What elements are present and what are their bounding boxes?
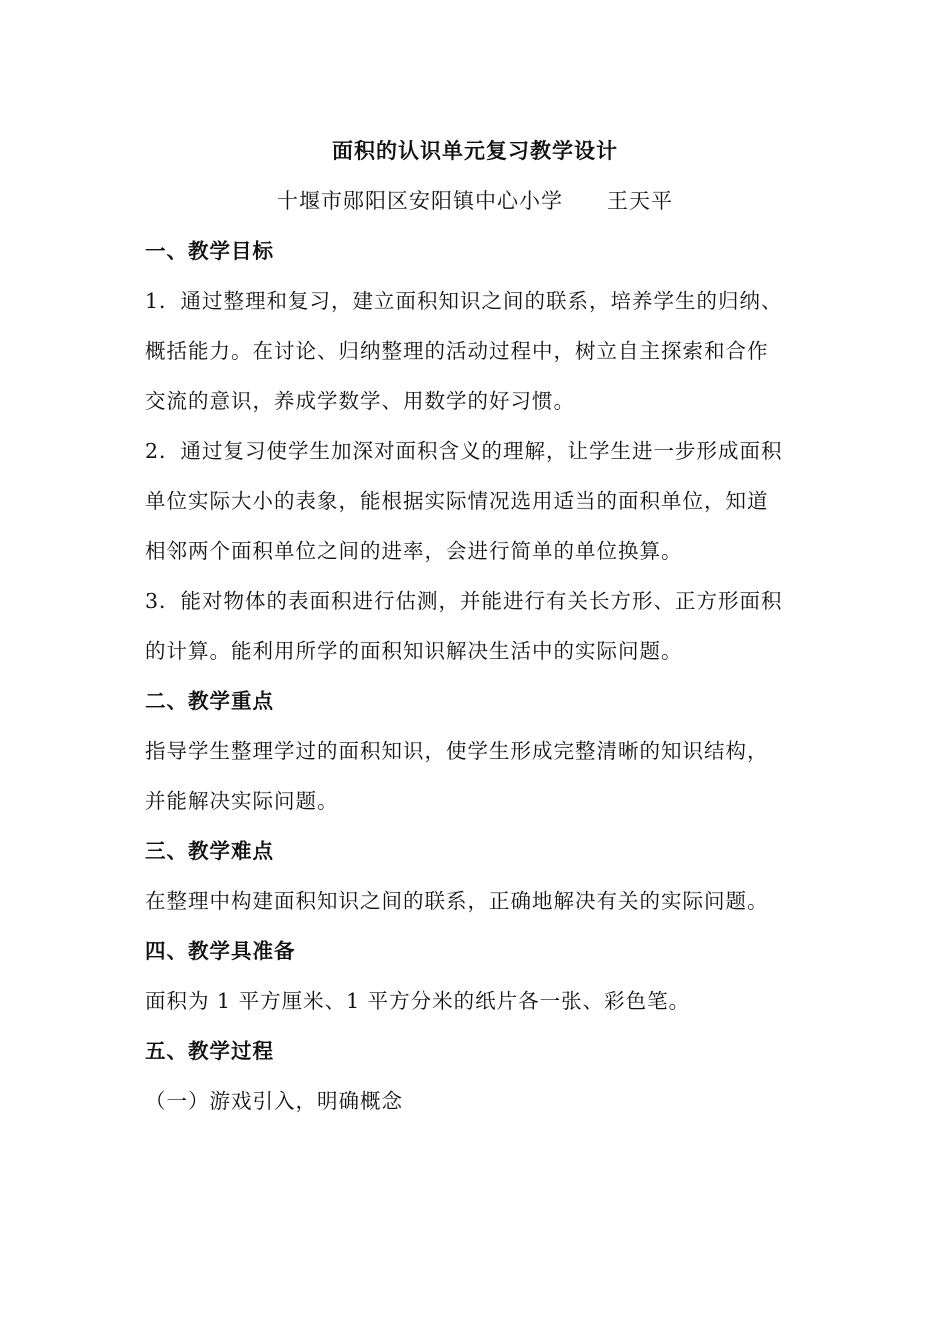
- paragraph-line: 概括能力。在讨论、归纳整理的活动过程中，树立自主探索和合作: [145, 339, 769, 363]
- subsection-heading: （一）游戏引入，明确概念: [145, 1089, 403, 1113]
- section-heading-objectives: 一、教学目标: [145, 239, 274, 263]
- section-heading-process: 五、教学过程: [145, 1039, 274, 1063]
- document-title: 面积的认识单元复习教学设计: [332, 139, 618, 163]
- paragraph-line: 在整理中构建面积知识之间的联系，正确地解决有关的实际问题。: [145, 889, 769, 913]
- paragraph-line: 单位实际大小的表象，能根据实际情况选用适当的面积单位，知道: [145, 489, 769, 513]
- paragraph-line: 1．通过整理和复习，建立面积知识之间的联系，培养学生的归纳、: [145, 289, 783, 313]
- paragraph-line: 面积为 1 平方厘米、1 平方分米的纸片各一张、彩色笔。: [145, 989, 691, 1013]
- paragraph-line: 并能解决实际问题。: [145, 789, 339, 813]
- section-heading-key-points: 二、教学重点: [145, 689, 274, 713]
- paragraph-line: 交流的意识，养成学数学、用数学的好习惯。: [145, 389, 575, 413]
- paragraph-line: 3．能对物体的表面积进行估测，并能进行有关长方形、正方形面积: [145, 589, 783, 613]
- author-name: 王天平: [607, 189, 673, 213]
- paragraph-line: 指导学生整理学过的面积知识，使学生形成完整清晰的知识结构，: [145, 739, 769, 763]
- section-heading-materials: 四、教学具准备: [145, 939, 296, 963]
- section-heading-difficulties: 三、教学难点: [145, 839, 274, 863]
- author-line: [0, 186, 950, 216]
- paragraph-line: 相邻两个面积单位之间的进率，会进行简单的单位换算。: [145, 539, 683, 563]
- paragraph-line: 的计算。能利用所学的面积知识解决生活中的实际问题。: [145, 639, 683, 663]
- school-name: 十堰市郧阳区安阳镇中心小学: [277, 189, 563, 213]
- paragraph-line: 2．通过复习使学生加深对面积含义的理解，让学生进一步形成面积: [145, 439, 783, 463]
